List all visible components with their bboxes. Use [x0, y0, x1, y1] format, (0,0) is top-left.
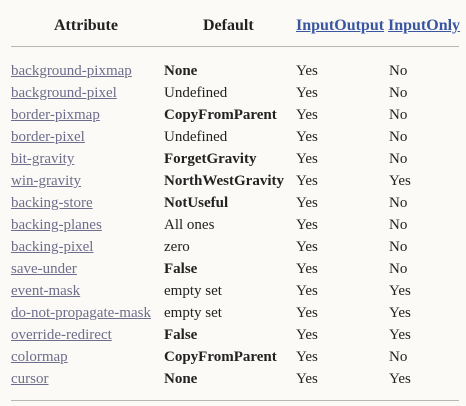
- column-header-attribute: Attribute: [54, 17, 118, 34]
- default-value: empty set: [164, 305, 222, 321]
- column-header-inputonly-link[interactable]: InputOnly: [388, 17, 461, 34]
- inputoutput-value: Yes: [296, 217, 318, 233]
- table-row: [0, 104, 466, 126]
- table-row: [0, 346, 466, 368]
- header-divider: [11, 46, 459, 47]
- inputoutput-value: Yes: [296, 129, 318, 145]
- attribute-link[interactable]: border-pixel: [11, 129, 85, 145]
- table-row: [0, 148, 466, 170]
- table-row: [0, 170, 466, 192]
- inputonly-value: Yes: [389, 173, 411, 189]
- inputoutput-value: Yes: [296, 327, 318, 343]
- inputonly-value: No: [389, 239, 408, 255]
- inputoutput-value: Yes: [296, 63, 318, 79]
- inputoutput-value: Yes: [296, 151, 318, 167]
- inputoutput-value: Yes: [296, 173, 318, 189]
- inputonly-value: Yes: [389, 305, 411, 321]
- inputoutput-value: Yes: [296, 371, 318, 387]
- attribute-link[interactable]: border-pixmap: [11, 107, 100, 123]
- default-value: False: [164, 261, 198, 277]
- default-value: Undefined: [164, 85, 228, 101]
- inputonly-value: No: [389, 63, 408, 79]
- table-row: [0, 60, 466, 82]
- table-row: [0, 126, 466, 148]
- attribute-link[interactable]: cursor: [11, 371, 49, 387]
- inputonly-value: No: [389, 217, 408, 233]
- inputonly-value: No: [389, 129, 408, 145]
- default-value: None: [164, 371, 198, 387]
- inputonly-value: No: [389, 85, 408, 101]
- table-row: [0, 258, 466, 280]
- table-row: [0, 324, 466, 346]
- table-row: [0, 280, 466, 302]
- attribute-link[interactable]: backing-planes: [11, 217, 102, 233]
- inputoutput-value: Yes: [296, 239, 318, 255]
- column-header-default: Default: [203, 17, 254, 34]
- inputonly-value: No: [389, 151, 408, 167]
- inputonly-value: No: [389, 349, 408, 365]
- inputonly-value: Yes: [389, 283, 411, 299]
- default-value: ForgetGravity: [164, 151, 257, 167]
- attribute-link[interactable]: backing-pixel: [11, 239, 94, 255]
- table-row: [0, 192, 466, 214]
- column-header-inputoutput-link[interactable]: InputOutput: [296, 17, 385, 34]
- default-value: None: [164, 63, 198, 79]
- inputoutput-value: Yes: [296, 261, 318, 277]
- inputoutput-value: Yes: [296, 283, 318, 299]
- inputonly-value: No: [389, 261, 408, 277]
- attribute-link[interactable]: override-redirect: [11, 327, 112, 343]
- inputoutput-value: Yes: [296, 305, 318, 321]
- attribute-link[interactable]: background-pixel: [11, 85, 117, 101]
- table-body: [0, 60, 466, 390]
- attribute-link[interactable]: event-mask: [11, 283, 81, 299]
- table-row: [0, 82, 466, 104]
- inputonly-value: No: [389, 107, 408, 123]
- inputonly-value: Yes: [389, 371, 411, 387]
- attribute-link[interactable]: save-under: [11, 261, 77, 277]
- attribute-link[interactable]: colormap: [11, 349, 68, 365]
- default-value: zero: [164, 239, 190, 255]
- attribute-link[interactable]: background-pixmap: [11, 63, 132, 79]
- default-value: Undefined: [164, 129, 228, 145]
- default-value: NorthWestGravity: [164, 173, 284, 189]
- table-row: [0, 236, 466, 258]
- default-value: False: [164, 327, 198, 343]
- default-value: empty set: [164, 283, 222, 299]
- inputonly-value: No: [389, 195, 408, 211]
- default-value: CopyFromParent: [164, 107, 277, 123]
- attribute-link[interactable]: backing-store: [11, 195, 93, 211]
- inputoutput-value: Yes: [296, 85, 318, 101]
- attribute-link[interactable]: win-gravity: [11, 173, 81, 189]
- attribute-link[interactable]: bit-gravity: [11, 151, 75, 167]
- table-row: [0, 214, 466, 236]
- default-value: All ones: [164, 217, 215, 233]
- table-row: [0, 302, 466, 324]
- inputonly-value: Yes: [389, 327, 411, 343]
- attribute-link[interactable]: do-not-propagate-mask: [11, 305, 151, 321]
- inputoutput-value: Yes: [296, 195, 318, 211]
- inputoutput-value: Yes: [296, 107, 318, 123]
- table-row: [0, 368, 466, 390]
- default-value: CopyFromParent: [164, 349, 277, 365]
- inputoutput-value: Yes: [296, 349, 318, 365]
- table-bottom-divider: [11, 400, 459, 401]
- default-value: NotUseful: [164, 195, 229, 211]
